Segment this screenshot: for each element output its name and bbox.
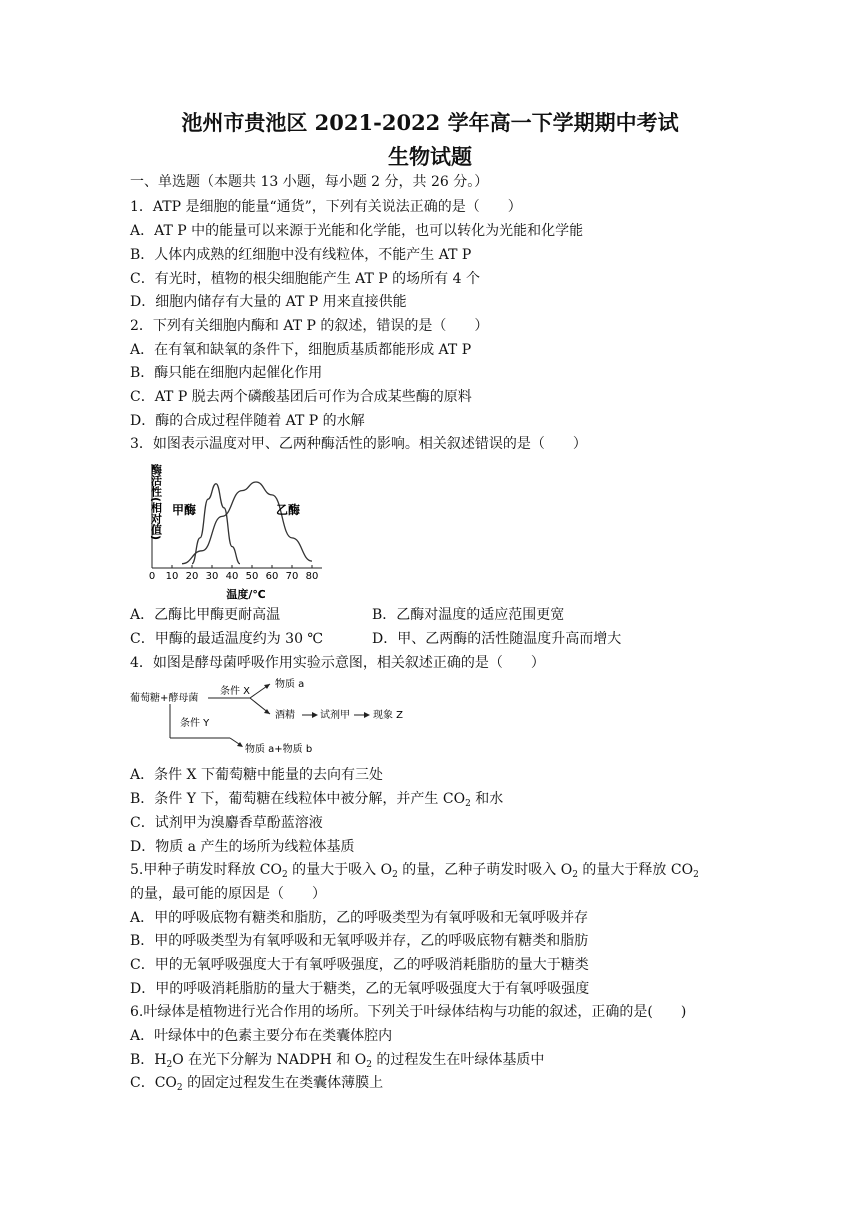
diagram-condition-x: 条件 X (220, 686, 251, 697)
q6-stem: 6.叶绿体是植物进行光合作用的场所。下列关于叶绿体结构与功能的叙述，正确的是( ) (130, 1004, 687, 1020)
q1-option-d: D．细胞内储存有大量的 AT P 用来直接供能 (130, 294, 407, 310)
chart-x-tick-label: 80 (305, 571, 319, 582)
diagram-alcohol: 酒精 (275, 710, 295, 721)
q2-option-d: D．酶的合成过程伴随着 AT P 的水解 (130, 413, 365, 429)
q4-option-c: C．试剂甲为溴麝香草酚蓝溶液 (130, 815, 323, 831)
chart-x-tick-label: 50 (245, 571, 259, 582)
legend-label-yi: 乙酶 (276, 503, 301, 517)
chart-x-tick-label: 0 (148, 571, 156, 582)
diagram-product-ab: 物质 a+物质 b (245, 744, 313, 755)
exam-subtitle: 生物试题 (388, 144, 472, 169)
legend-label-jia: 甲酶 (172, 503, 197, 517)
q4-option-a: A．条件 X 下葡萄糖中能量的去向有三处 (130, 767, 383, 783)
chart-x-tick-label: 10 (165, 571, 179, 582)
diagram-reagent: 试剂甲 (320, 710, 350, 721)
exam-title: 池州市贵池区 2021-2022 学年高一下学期期中考试 (181, 110, 679, 135)
chart-x-tick-label: 60 (265, 571, 279, 582)
q3-option-d: D．甲、乙两酶的活性随温度升高而增大 (372, 631, 622, 647)
diagram-phenomenon: 现象 Z (373, 710, 404, 721)
q1-option-b: B．人体内成熟的红细胞中没有线粒体，不能产生 AT P (130, 247, 472, 263)
section-heading: 一、单选题（本题共 13 小题，每小题 2 分，共 26 分。） (130, 174, 489, 190)
q5-option-a: A．甲的呼吸底物有糖类和脂肪，乙的呼吸类型为有氧呼吸和无氧呼吸并存 (130, 910, 589, 926)
q3-option-c: C．甲酶的最适温度约为 30 ℃ (130, 631, 324, 647)
diagram-condition-y: 条件 Y (180, 718, 210, 729)
q2-option-b: B．酶只能在细胞内起催化作用 (130, 365, 323, 381)
q4-option-b: B．条件 Y 下，葡萄糖在线粒体中被分解，并产生 $CO_2$ 和水 (130, 791, 504, 809)
q4-option-d: D．物质 a 产生的场所为线粒体基质 (130, 839, 355, 855)
q2-option-c: C．AT P 脱去两个磷酸基团后可作为合成某些酶的原料 (130, 389, 472, 405)
q5-option-c: C．甲的无氧呼吸强度大于有氧呼吸强度，乙的呼吸消耗脂肪的量大于糖类 (130, 957, 589, 973)
q3-stem: 3．如图表示温度对甲、乙两种酶活性的影响。相关叙述错误的是（ ） (130, 436, 587, 452)
q6-option-b: B．$H_2O$ 在光下分解为 NADPH 和 $O_2$ 的过程发生在叶绿体基质中 (130, 1052, 545, 1070)
q3-option-a: A．乙酶比甲酶更耐高温 (130, 607, 281, 623)
q5-option-b: B．甲的呼吸类型为有氧呼吸和无氧呼吸并存，乙的呼吸底物有糖类和脂肪 (130, 933, 589, 949)
q4-stem: 4．如图是酵母菌呼吸作用实验示意图，相关叙述正确的是（ ） (130, 655, 545, 671)
q5-stem-line2: 的量，最可能的原因是（ ） (130, 886, 326, 902)
yeast-respiration-diagram (130, 676, 410, 756)
chart-y-label: 酶活性(相对值) (149, 464, 163, 541)
chart-x-tick-label: 70 (285, 571, 299, 582)
q1-option-a: A．AT P 中的能量可以来源于光能和化学能，也可以转化为光能和化学能 (130, 223, 584, 239)
chart-series-line-1 (182, 482, 312, 564)
enzyme-activity-chart (130, 456, 330, 600)
chart-x-tick-label: 20 (185, 571, 199, 582)
diagram-start: 葡萄糖+酵母菌 (130, 693, 199, 704)
chart-x-tick-label: 40 (225, 571, 239, 582)
q5-stem-line1: 5.甲种子萌发时释放 $CO_2$ 的量大于吸入 $O_2$ 的量，乙种子萌发时吸入 $O_2$ 的量大于释放 $CO_2$ (130, 862, 699, 880)
q1-option-c: C．有光时，植物的根尖细胞能产生 AT P 的场所有 4 个 (130, 271, 480, 287)
q6-option-a: A．叶绿体中的色素主要分布在类囊体腔内 (130, 1028, 393, 1044)
chart-x-label: 温度/℃ (226, 588, 266, 600)
q2-stem: 2．下列有关细胞内酶和 AT P 的叙述，错误的是（ ） (130, 318, 489, 334)
chart-x-tick-label: 30 (205, 571, 219, 582)
diagram-product-a: 物质 a (275, 679, 305, 690)
q1-stem: 1．ATP 是细胞的能量“通货”，下列有关说法正确的是（ ） (130, 199, 522, 215)
q3-option-b: B．乙酶对温度的适应范围更宽 (372, 607, 565, 623)
q2-option-a: A．在有氧和缺氧的条件下，细胞质基质都能形成 AT P (130, 342, 472, 358)
q6-option-c: C．$CO_2$ 的固定过程发生在类囊体薄膜上 (130, 1075, 384, 1093)
q5-option-d: D．甲的呼吸消耗脂肪的量大于糖类，乙的无氧呼吸强度大于有氧呼吸强度 (130, 981, 590, 997)
